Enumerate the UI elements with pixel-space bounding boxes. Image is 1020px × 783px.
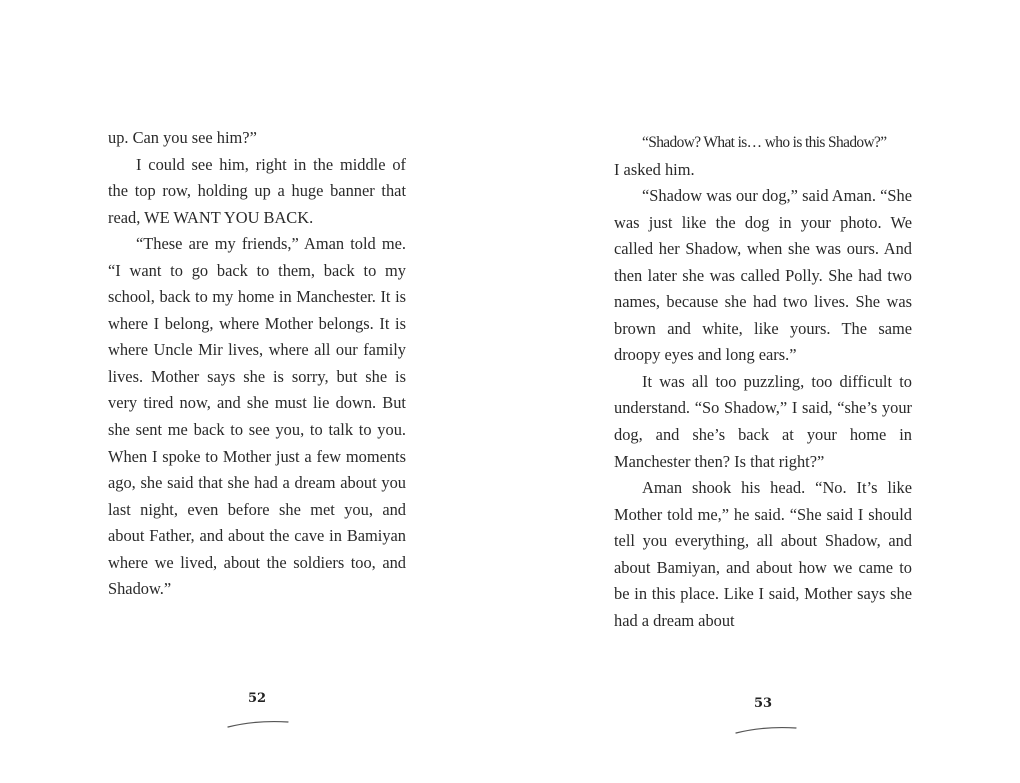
paragraph: “Shadow was our dog,” said Aman. “She was just like the dog in your photo. We called her Shadow, when she was ours. And then later she was called Polly. She had two names, because she had two lives. She was brown and white, like yours. The same droopy eyes and long ears.”	[614, 186, 912, 365]
paragraph: “These are my friends,” Aman told me. “I want to go back to them, back to my school, back to my home in Manchester. It is where I belong, where Mother belongs. It is where Uncle Mir lives, where all our family lives. Mother says she is sorry, but she is very tired now, and she must lie down. But she sent me back to see you, to talk to you. When I spoke to Mother just a few moments ago, she said that she had a dream about you last night, even before she met you, and about Father, and about the cave in Bamiyan where we lived, about the soldiers too, and Shadow.”	[108, 234, 406, 599]
paragraph: It was all too puzzling, too difficult to understand. “So Shadow,” I said, “she’s your dog, and she’s back at your home in Manchester then? Is that right?”	[614, 371, 912, 471]
page-number-swash-icon	[734, 725, 798, 735]
paragraph: up. Can you see him?”	[108, 128, 257, 147]
paragraph: “Shadow? What is… who is this Shadow?”	[642, 134, 887, 151]
paragraph: I could see him, right in the middle of the top row, holding up a huge banner that read, WE WANT YOU BACK.	[108, 154, 406, 227]
paragraph: Aman shook his head. “No. It’s like Mother told me,” he said. “She said I should tell you everything, all about Shadow, and about Bamiyan, and about how we came to be in this place. Like I said, Mother says she had a dream about	[614, 478, 912, 630]
page-number: 53	[753, 696, 773, 711]
page-number: 52	[247, 691, 267, 706]
left-page-text	[108, 125, 406, 603]
paragraph: I asked him.	[614, 159, 695, 179]
right-page-text	[614, 130, 912, 634]
page-number-swash-icon	[226, 719, 290, 729]
right-page	[510, 0, 1020, 783]
